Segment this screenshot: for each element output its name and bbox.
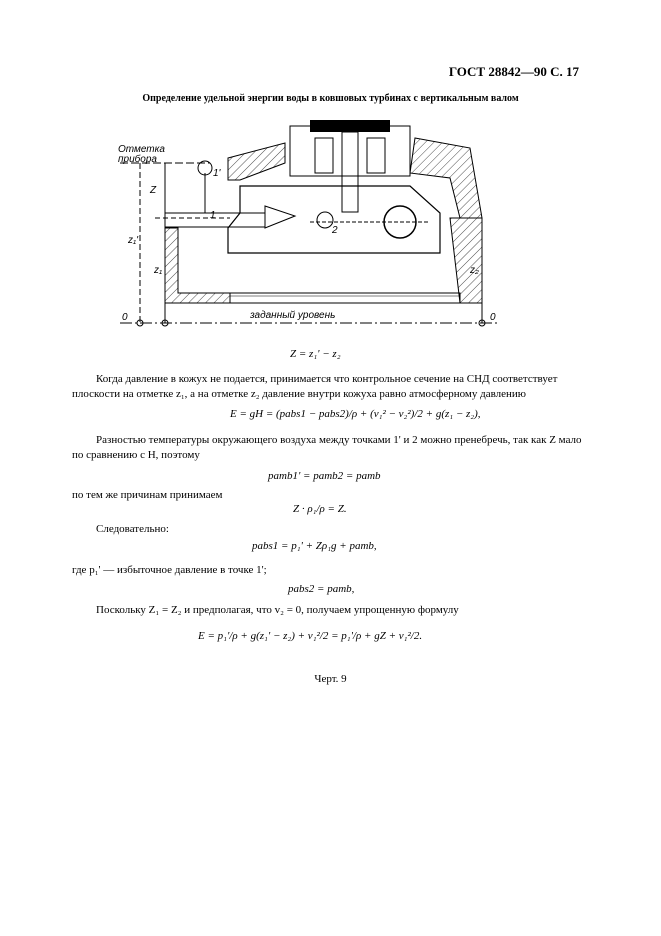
standard-header: ГОСТ 28842—90 С. 17 bbox=[448, 64, 579, 79]
paragraph-5: где p₁' — избыточное давление в точке 1'; bbox=[72, 564, 267, 576]
label-dim-z1: z₁ bbox=[154, 265, 163, 276]
runner bbox=[317, 212, 333, 228]
right-wall bbox=[410, 138, 482, 218]
label-point-1: 1 bbox=[210, 210, 216, 221]
paragraph-6: Поскольку Z₁ = Z₂ и предполагая, что v₂ = 0, получаем упрощенную формулу bbox=[96, 604, 459, 616]
nozzle bbox=[265, 206, 295, 228]
paragraph-2: Разностью температуры окружающего воздуха между точками 1' и 2 можно пренебречь, так как Z мало по сравнению с H, поэтому bbox=[72, 434, 582, 461]
left-wall bbox=[228, 143, 285, 180]
label-dim-z2: z₂ bbox=[470, 265, 479, 276]
generator-housing bbox=[290, 126, 410, 176]
formula-E1: E = gH = (pabs1 − pabs2)/ρ + (v₁² − v₂²)/2 + g(z₁ − z₂), bbox=[230, 408, 481, 420]
label-dim-z1prime: z₁' bbox=[128, 235, 139, 246]
shaft bbox=[342, 132, 358, 212]
formula-E2: E = p₁'/ρ + g(z₁' − z₂) + v₁²/2 = p₁'/ρ + gZ + v₁²/2. bbox=[198, 630, 423, 642]
label-instrument-mark-1: Отметка bbox=[118, 144, 165, 155]
left-foundation bbox=[165, 228, 230, 303]
paragraph-4: Следовательно: bbox=[96, 523, 169, 535]
formula-Z: Z · ρ₁/ρ = Z. bbox=[293, 503, 347, 515]
label-given-level: заданный уровень bbox=[250, 310, 336, 321]
turbine-casing bbox=[228, 186, 440, 253]
paragraph-1: Когда давление в кожух не подается, принимается что контрольное сечение на СНД соответствует плоскости на отметке z₁, а на отметке z₂ давление внутри кожуха равно атмосферному давлению bbox=[72, 373, 558, 400]
label-dim-Z: Z bbox=[150, 185, 157, 196]
paragraph-3: по тем же причинам принимаем bbox=[72, 489, 223, 501]
page-title: Определение удельной энергии воды в ковшовых турбинах с вертикальным валом bbox=[142, 93, 519, 104]
formula-pabs2: pabs2 = pamb, bbox=[288, 583, 355, 595]
right-foundation bbox=[450, 218, 482, 303]
label-point-1prime: 1' bbox=[213, 168, 221, 179]
tailwater bbox=[230, 293, 460, 303]
formula-pabs1: pabs1 = p₁' + Zρ₁g + pamb, bbox=[252, 540, 377, 552]
formula-z: Z = z₁' − z₂ bbox=[290, 348, 341, 360]
label-zero-right: 0 bbox=[490, 312, 496, 323]
label-zero-left: 0 bbox=[122, 312, 128, 323]
label-instrument-mark-2: прибора bbox=[118, 154, 157, 165]
generator-top bbox=[310, 120, 390, 132]
turbine-diagram bbox=[110, 118, 530, 343]
label-point-2: 2 bbox=[332, 225, 338, 236]
formula-pamb: pamb1' = pamb2 = pamb bbox=[268, 470, 381, 482]
figure-caption: Черт. 9 bbox=[314, 673, 347, 685]
